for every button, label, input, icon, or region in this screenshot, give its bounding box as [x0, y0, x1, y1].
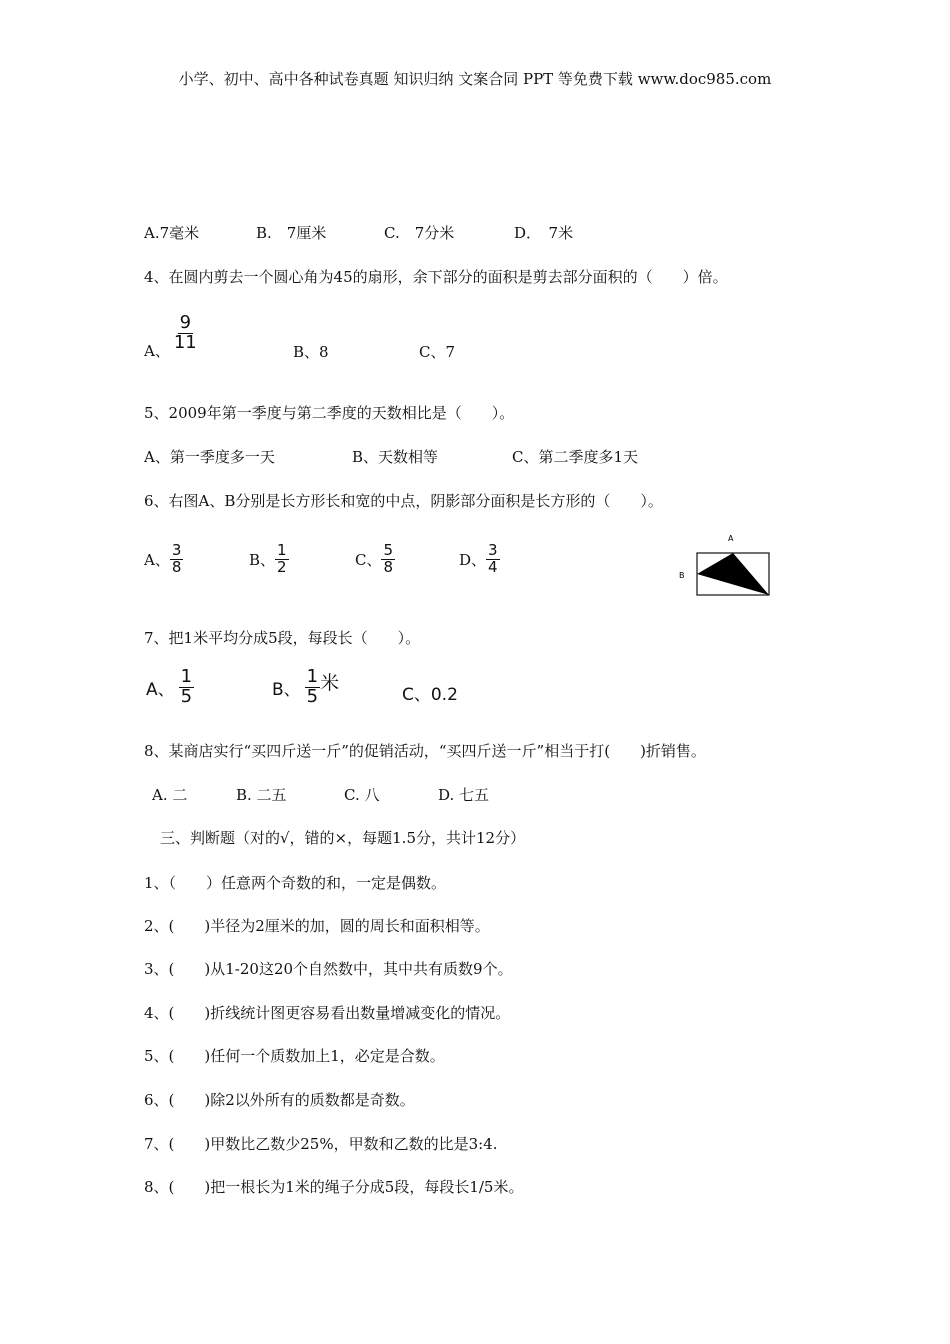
q8-option-d: D. 七五: [438, 786, 490, 804]
q4-option-a-label: A、: [144, 342, 170, 360]
q6-option-b: [249, 543, 289, 576]
judgement-item-4: 4、( )折线统计图更容易看出数量增减变化的情况。: [144, 1004, 511, 1022]
q6-a-numerator: 3: [171, 541, 182, 559]
q3-option-c: C. 7分米: [384, 224, 455, 242]
q4-option-a-fraction: [172, 314, 199, 353]
q6-option-a-label: A、: [144, 550, 170, 569]
q5-stem: 5、2009年第一季度与第二季度的天数相比是（ ）。: [144, 404, 515, 422]
q4-option-b: B、8: [293, 343, 329, 361]
judgement-item-1: 1、（ ）任意两个奇数的和，一定是偶数。: [144, 874, 447, 892]
q4-a-numerator: 9: [179, 312, 192, 334]
judgement-item-2: 2、( )半径为2厘米的加，圆的周长和面积相等。: [144, 917, 490, 935]
q7-stem: 7、把1米平均分成5段，每段长（ ）。: [144, 629, 421, 647]
q8-option-a: A. 二: [152, 786, 188, 804]
q6-b-denominator: 2: [277, 557, 287, 576]
q6-c-numerator: 5: [383, 541, 394, 559]
point-a-label: A: [728, 534, 734, 543]
q7-option-a-fraction: [179, 668, 194, 707]
q6-option-d-label: D、: [459, 550, 487, 569]
q6-b-numerator: 1: [277, 541, 287, 559]
q5-option-b: B、天数相等: [352, 448, 439, 466]
q6-option-b-label: B、: [249, 550, 276, 569]
q3-option-a: A.7毫米: [144, 224, 200, 242]
q6-a-denominator: 8: [171, 557, 182, 576]
q5-option-c: C、第二季度多1天: [512, 448, 639, 466]
q7-option-a-label: A、: [146, 679, 175, 700]
q6-option-a: [144, 543, 183, 576]
q3-option-d: D． 7米: [514, 224, 574, 242]
q6-c-denominator: 8: [383, 557, 394, 576]
q7-option-b: [272, 668, 339, 707]
q6-option-d: [459, 543, 500, 576]
q6-option-d-fraction: [486, 543, 500, 576]
q7-option-a: [146, 668, 194, 707]
q7-a-denominator: 5: [180, 685, 193, 707]
q8-option-b: B. 二五: [236, 786, 287, 804]
q6-stem: 6、右图A、B分别是长方形长和宽的中点，阴影部分面积是长方形的（ ）。: [144, 492, 663, 510]
q6-d-denominator: 4: [488, 557, 498, 576]
q5-option-a: A、第一季度多一天: [144, 448, 275, 466]
q4-stem: 4、在圆内剪去一个圆心角为45的扇形，余下部分的面积是剪去部分面积的（ ）倍。: [144, 268, 728, 286]
q3-option-b: B. 7厘米: [256, 224, 327, 242]
q7-b-denominator: 5: [306, 685, 319, 707]
q6-option-a-fraction: [170, 543, 184, 576]
q8-stem: 8、某商店实行“买四斤送一斤”的促销活动，“买四斤送一斤”相当于打( )折销售。: [144, 742, 706, 760]
q6-rectangle-figure: [676, 530, 776, 600]
judgement-item-8: 8、( )把一根长为1米的绳子分成5段，每段长1/5米。: [144, 1178, 524, 1196]
q7-option-c: C、0.2: [402, 685, 458, 705]
q6-option-c-fraction: [381, 543, 395, 576]
q7-option-b-label: B、: [272, 679, 301, 700]
q6-option-c-label: C、: [355, 550, 382, 569]
q4-a-denominator: 11: [173, 332, 197, 353]
q8-option-c: C. 八: [344, 786, 380, 804]
q6-d-numerator: 3: [488, 541, 498, 559]
judgement-item-6: 6、( )除2以外所有的质数都是奇数。: [144, 1091, 415, 1109]
section3-title: 三、判断题（对的√，错的×，每题1.5分，共计12分）: [160, 829, 526, 847]
q4-option-c: C、7: [419, 343, 456, 361]
judgement-item-3: 3、( )从1-20这20个自然数中，其中共有质数9个。: [144, 960, 513, 978]
q6-option-c: [355, 543, 395, 576]
q4-option-a: [144, 306, 199, 361]
judgement-item-5: 5、( )任何一个质数加上1，必定是合数。: [144, 1047, 445, 1065]
q7-b-numerator: 1: [306, 666, 319, 687]
q7-option-b-unit: 米: [320, 671, 340, 694]
shaded-triangle: [697, 553, 769, 595]
judgement-item-7: 7、( )甲数比乙数少25%，甲数和乙数的比是3:4.: [144, 1135, 498, 1153]
point-b-label: B: [679, 571, 685, 580]
q6-option-b-fraction: [275, 543, 289, 576]
q7-a-numerator: 1: [180, 666, 193, 687]
q7-option-b-fraction: [305, 668, 320, 707]
page-header: 小学、初中、高中各种试卷真题 知识归纳 文案合同 PPT 等免费下载 www.doc985.com: [178, 70, 772, 88]
